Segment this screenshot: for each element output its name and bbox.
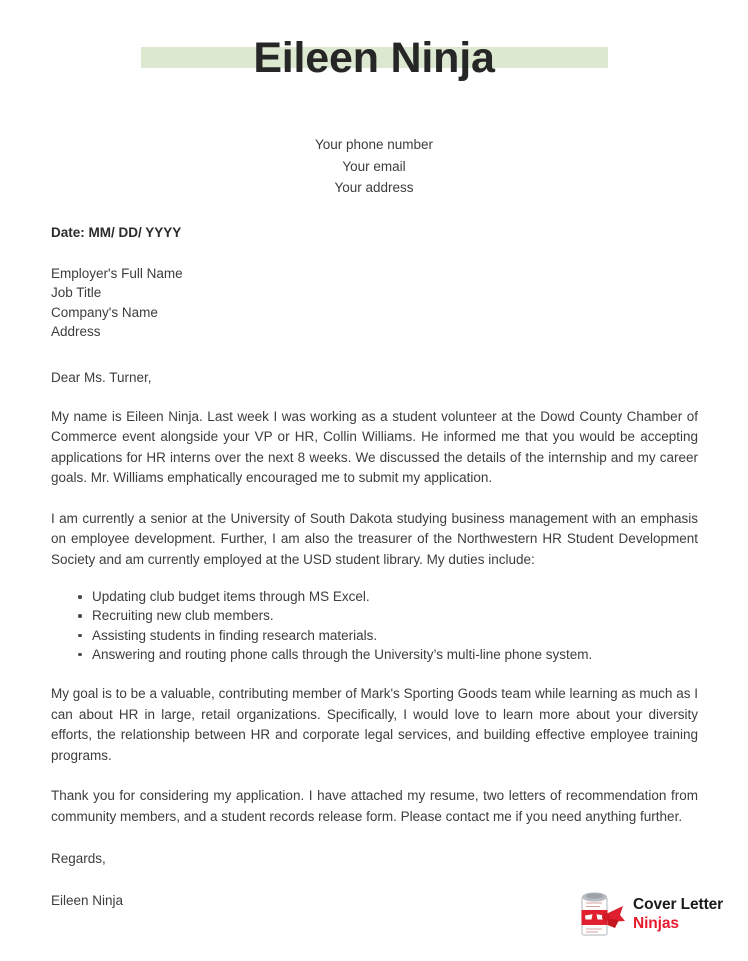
- duties-list: [51, 587, 698, 664]
- body-paragraph-4: Thank you for considering my application. I have attached my resume, two letters of recommendation from community members, and a student records release form. Please contact me if you need anything further.: [51, 788, 698, 824]
- contact-phone: Your phone number: [314, 137, 434, 152]
- list-item: Answering and routing phone calls through the University’s multi-line phone system.: [51, 645, 698, 664]
- brand-line-2: Ninjas: [633, 914, 679, 932]
- signature-name: Eileen Ninja: [51, 893, 124, 909]
- contact-email: Your email: [342, 158, 406, 174]
- applicant-name: Eileen Ninja: [253, 34, 495, 82]
- letter-body: [51, 224, 698, 911]
- contact-address: Your address: [334, 180, 414, 195]
- recipient-address: Address: [51, 324, 101, 339]
- body-paragraph-1: My name is Eileen Ninja. Last week I was working as a student volunteer at the Dowd County Chamber of Commerce event alongside your VP or HR, Collin Williams. He informed me that you would be accepting applications for HR interns over the next 8 weeks. We discussed the details of the internship and my career goals. Mr. Williams emphatically encouraged me to submit my application.: [51, 408, 698, 485]
- list-item: Recruiting new club members.: [51, 606, 698, 625]
- contact-block: [0, 134, 748, 199]
- brand-logo: [571, 888, 723, 940]
- brand-line-1: Cover Letter: [633, 896, 724, 913]
- body-paragraph-3: My goal is to be a valuable, contributing member of Mark's Sporting Goods team while learning as much as I can about HR in large, retail organizations. Specifically, I would love to learn more about your diversity efforts, the relationship between HR and corporate legal services, and building effective employee training programs.: [51, 686, 698, 763]
- recipient-block: [51, 264, 698, 342]
- date-line: Date: MM/ DD/ YYYY: [51, 224, 182, 240]
- letter-header: [0, 0, 748, 112]
- ninja-scroll-icon: [571, 888, 627, 940]
- list-item: Updating club budget items through MS Excel.: [51, 587, 698, 606]
- recipient-job-title: Job Title: [51, 285, 102, 300]
- list-item: Assisting students in finding research materials.: [51, 626, 698, 645]
- salutation: Dear Ms. Turner,: [51, 369, 152, 385]
- brand-text: [633, 897, 723, 931]
- recipient-company: Company's Name: [51, 304, 158, 320]
- body-paragraph-2: I am currently a senior at the University of South Dakota studying business management with an emphasis on employee development. Further, I am also the treasurer of the Northwestern HR Student Development Society and am currently employed at the USD student library. My duties include:: [51, 510, 698, 567]
- recipient-name: Employer's Full Name: [51, 265, 183, 281]
- closing-line: Regards,: [51, 851, 106, 867]
